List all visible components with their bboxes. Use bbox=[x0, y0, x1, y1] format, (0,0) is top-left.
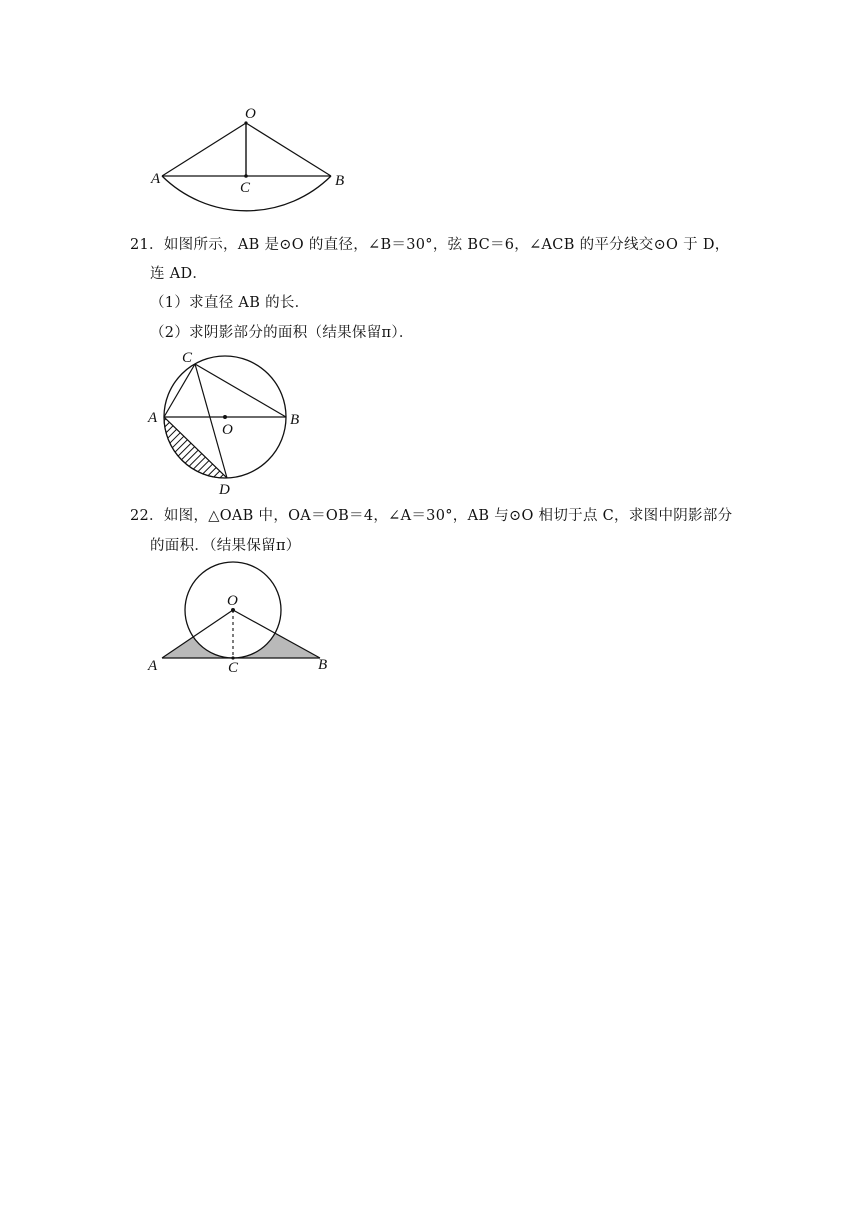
figure-20-sector-diagram bbox=[140, 100, 370, 230]
q21-part-2: （2）求阴影部分的面积（结果保留π）． bbox=[150, 325, 414, 341]
label-o: O bbox=[227, 593, 238, 609]
segment-ob bbox=[246, 123, 331, 176]
label-a: A bbox=[148, 658, 158, 674]
q21-part-1: （1）求直径 AB 的长． bbox=[150, 295, 310, 311]
chord-bc bbox=[195, 364, 286, 417]
label-c: C bbox=[228, 660, 239, 676]
label-b: B bbox=[335, 173, 345, 189]
point-c bbox=[244, 174, 248, 178]
label-b: B bbox=[290, 412, 300, 428]
q22-line-1: 22．如图，△OAB 中，OA＝OB＝4，∠A＝30°，AB 与⊙O 相切于点 C，求图中阴影部分 bbox=[130, 508, 733, 524]
figure-22-tangent-diagram bbox=[140, 555, 340, 680]
label-a: A bbox=[151, 171, 161, 187]
label-b: B bbox=[318, 657, 328, 673]
figure-21-circle-diagram bbox=[140, 345, 320, 500]
center-o bbox=[223, 415, 227, 419]
q21-line-1: 21．如图所示，AB 是⊙O 的直径，∠B＝30°，弦 BC＝6，∠ACB 的平分线交⊙O 于 D， bbox=[130, 237, 730, 253]
q22-line-2: 的面积．（结果保留π） bbox=[150, 538, 301, 554]
label-a: A bbox=[148, 410, 158, 426]
label-o: O bbox=[245, 106, 256, 122]
label-o: O bbox=[222, 422, 233, 438]
label-c: C bbox=[182, 350, 193, 366]
label-d: D bbox=[219, 482, 230, 498]
segment-oa bbox=[162, 123, 246, 176]
q21-line-2: 连 AD． bbox=[150, 266, 208, 282]
chord-ac bbox=[164, 364, 195, 417]
label-c: C bbox=[240, 180, 251, 196]
